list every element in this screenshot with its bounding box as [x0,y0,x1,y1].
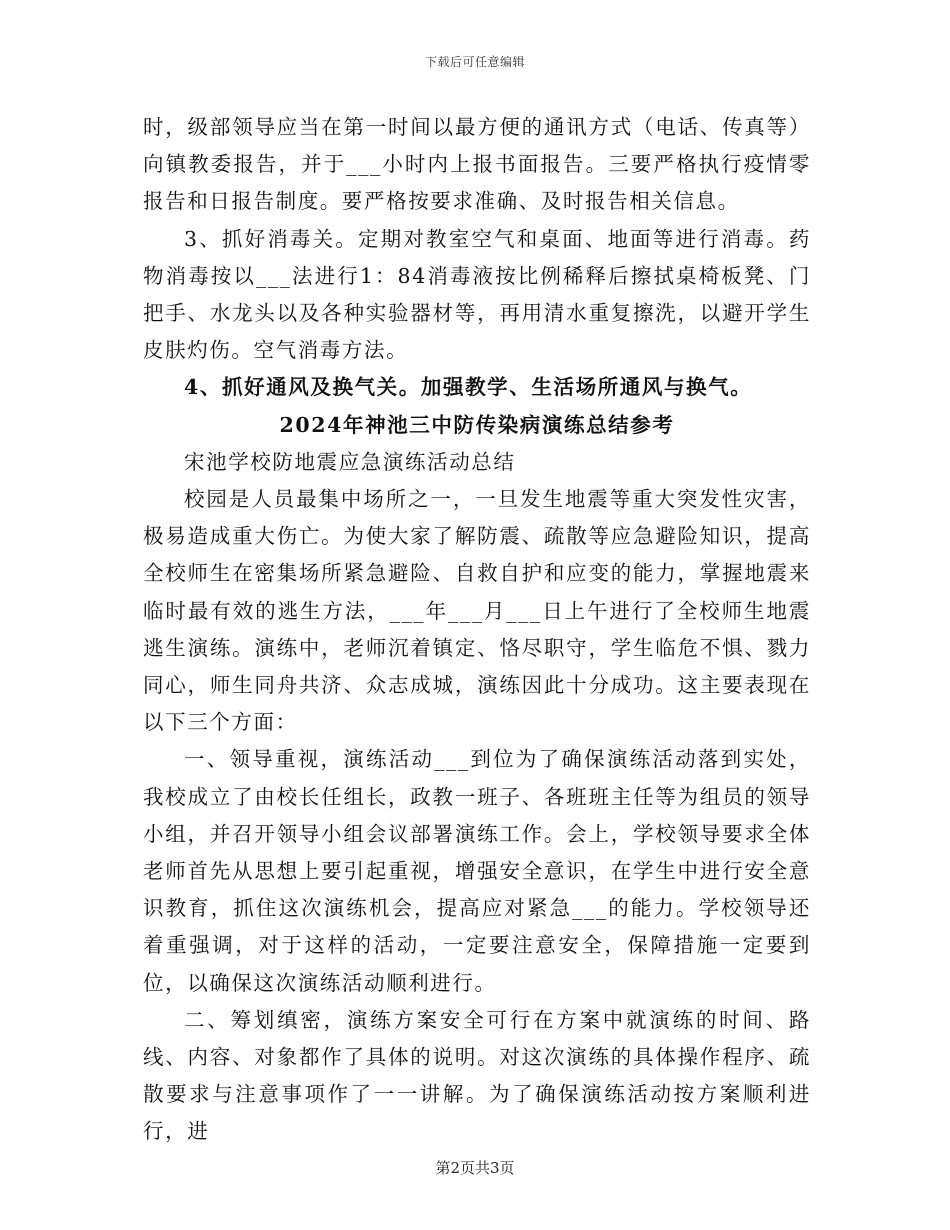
paragraph-ventilation: 4、抓好通风及换气关。加强教学、生活场所通风与换气。 [184,375,753,400]
document-body [143,109,811,1151]
paragraph-intro: 校园是人员最集中场所之一，一旦发生地震等重大突发性灾害，极易造成重大伤亡。为使大家了解防震、疏散等应急避险知识，提高全校师生在密集场所紧急避险、自救自护和应变的能力，掌握地震来临时最有效的逃生方法，___年___月___日上午进行了全校师生地震逃生演练。演练中，老师沉着镇定、恪尽职守，学生临危不惧、戮力同心，师生同舟共济、众志成城，演练因此十分成功。这主要表现在以下三个方面： [143,487,811,735]
page-footer: 第2页共3页 [435,1159,515,1177]
paragraph-reporting: 时，级部领导应当在第一时间以最方便的通讯方式（电话、传真等）向镇教委报告，并于___小时内上报书面报告。三要严格执行疫情零报告和日报告制度。要严格按要求准确、及时报告相关信息。 [143,115,811,214]
paragraph-section-one: 一、领导重视，演练活动___到位为了确保演练活动落到实处，我校成立了由校长任组长，政教一班子、各班班主任等为组员的领导小组，并召开领导小组会议部署演练工作。会上，学校领导要求全体老师首先从思想上要引起重视，增强安全意识，在学生中进行安全意识教育，抓住这次演练机会，提高应对紧急___的能力。学校领导还着重强调，对于这样的活动，一定要注意安全，保障措施一定要到位，以确保这次演练活动顺利进行。 [143,747,811,995]
document-title: 2024年神池三中防传染病演练总结参考 [279,412,675,437]
document-subtitle: 宋池学校防地震应急演练活动总结 [184,449,516,474]
paragraph-disinfection: 3、抓好消毒关。定期对教室空气和桌面、地面等进行消毒。药物消毒按以___法进行1：84消毒液按比例稀释后擦拭桌椅板凳、门把手、水龙头以及各种实验器材等，再用清水重复擦洗，以避开学生皮肤灼伤。空气消毒方法。 [143,226,811,363]
page-header: 下载后可任意编辑 [424,55,525,69]
paragraph-section-two: 二、筹划缜密，演练方案安全可行在方案中就演练的时间、路线、内容、对象都作了具体的说明。对这次演练的具体操作程序、疏散要求与注意事项作了一一讲解。为了确保演练活动按方案顺利进行，进 [143,1007,811,1144]
